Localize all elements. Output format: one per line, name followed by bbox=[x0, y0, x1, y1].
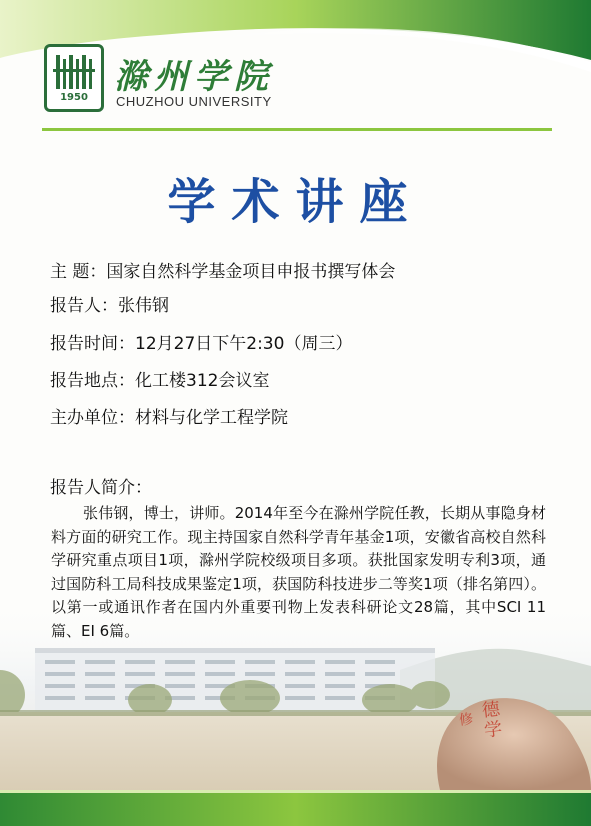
rock-inscription-small-icon: 修 bbox=[456, 711, 474, 727]
place-line: 报告地点：化工楼312会议室 bbox=[50, 371, 270, 391]
host-line: 主办单位：材料与化学工程学院 bbox=[50, 408, 288, 428]
time-line: 报告时间：12月27日下午2:30（周三） bbox=[50, 334, 353, 354]
poster-title: 学术讲座 bbox=[167, 174, 424, 230]
bio-heading: 报告人简介： bbox=[50, 478, 152, 498]
header-divider bbox=[42, 128, 552, 131]
university-logo bbox=[44, 44, 104, 112]
topic-line: 主 题：国家自然科学基金项目申报书撰写体会 bbox=[50, 262, 396, 282]
logo-year: 1950 bbox=[60, 92, 88, 103]
bottom-green-band bbox=[0, 790, 591, 826]
university-name-cn: 滁州学院 bbox=[114, 57, 274, 97]
logo-emblem-icon bbox=[53, 53, 95, 91]
speaker-line: 报告人：张伟钢 bbox=[50, 296, 169, 316]
rock-inscription-icon: 德学 bbox=[477, 698, 504, 741]
bio-text: 张伟钢，博士，讲师。2014年至今在滁州学院任教，长期从事隐身材料方面的研究工作。现主持国家自然科学青年基金1项，安徽省高校自然科学研究重点项目1项，滁州学院校级项目多项。获批国家发明专利3项，通过国防科工局科技成果鉴定1项，获国防科技进步二等奖1项（排名第四）。以第一或通讯作者在国内外重要刊物上发表科研论文28篇，其中SCI 11篇、EI 6篇。 bbox=[51, 504, 546, 640]
university-name-en: CHUZHOU UNIVERSITY bbox=[116, 94, 272, 109]
